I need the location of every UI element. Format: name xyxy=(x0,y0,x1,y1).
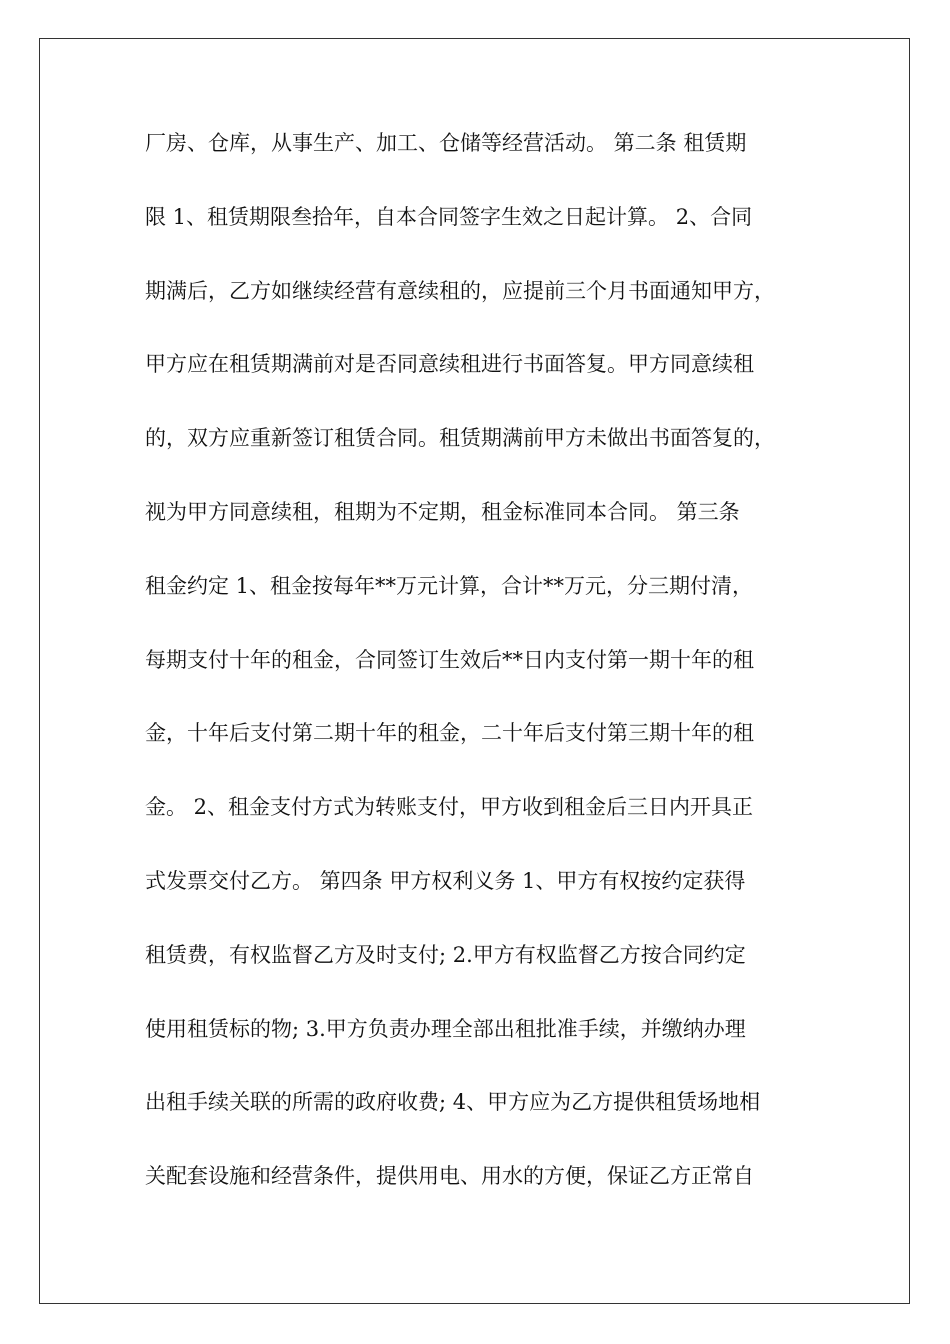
text-line: 限 1、租赁期限叁拾年，自本合同签字生效之日起计算。 2、合同 xyxy=(145,204,753,229)
text-line: 式发票交付乙方。 第四条 甲方权利义务 1、甲方有权按约定获得 xyxy=(145,868,746,893)
document-body xyxy=(145,128,815,1235)
text-line: 期满后，乙方如继续经营有意续租的，应提前三个月书面通知甲方， xyxy=(145,278,775,303)
text-line: 厂房、仓库，从事生产、加工、仓储等经营活动。 第二条 租赁期 xyxy=(145,131,747,155)
text-line: 的，双方应重新签订租赁合同。租赁期满前甲方未做出书面答复的， xyxy=(145,426,775,451)
text-line: 金。 2、租金支付方式为转账支付，甲方收到租金后三日内开具正 xyxy=(145,795,754,820)
text-line: 租赁费，有权监督乙方及时支付; 2.甲方有权监督乙方按合同约定 xyxy=(145,942,746,967)
text-line: 每期支付十年的租金，合同签订生效后**日内支付第一期十年的租 xyxy=(145,647,754,672)
text-line: 金，十年后支付第二期十年的租金，二十年后支付第三期十年的租 xyxy=(145,721,754,746)
text-line: 甲方应在租赁期满前对是否同意续租进行书面答复。甲方同意续租 xyxy=(145,352,754,377)
text-line: 使用租赁标的物; 3.甲方负责办理全部出租批准手续，并缴纳办理 xyxy=(145,1016,746,1041)
text-line: 关配套设施和经营条件，提供用电、用水的方便，保证乙方正常自 xyxy=(145,1164,754,1189)
text-line: 视为甲方同意续租，租期为不定期，租金标准同本合同。 第三条 xyxy=(145,499,740,524)
text-line: 租金约定 1、租金按每年**万元计算，合计**万元，分三期付清， xyxy=(145,573,754,598)
text-line: 出租手续关联的所需的政府收费; 4、甲方应为乙方提供租赁场地相 xyxy=(145,1090,761,1115)
